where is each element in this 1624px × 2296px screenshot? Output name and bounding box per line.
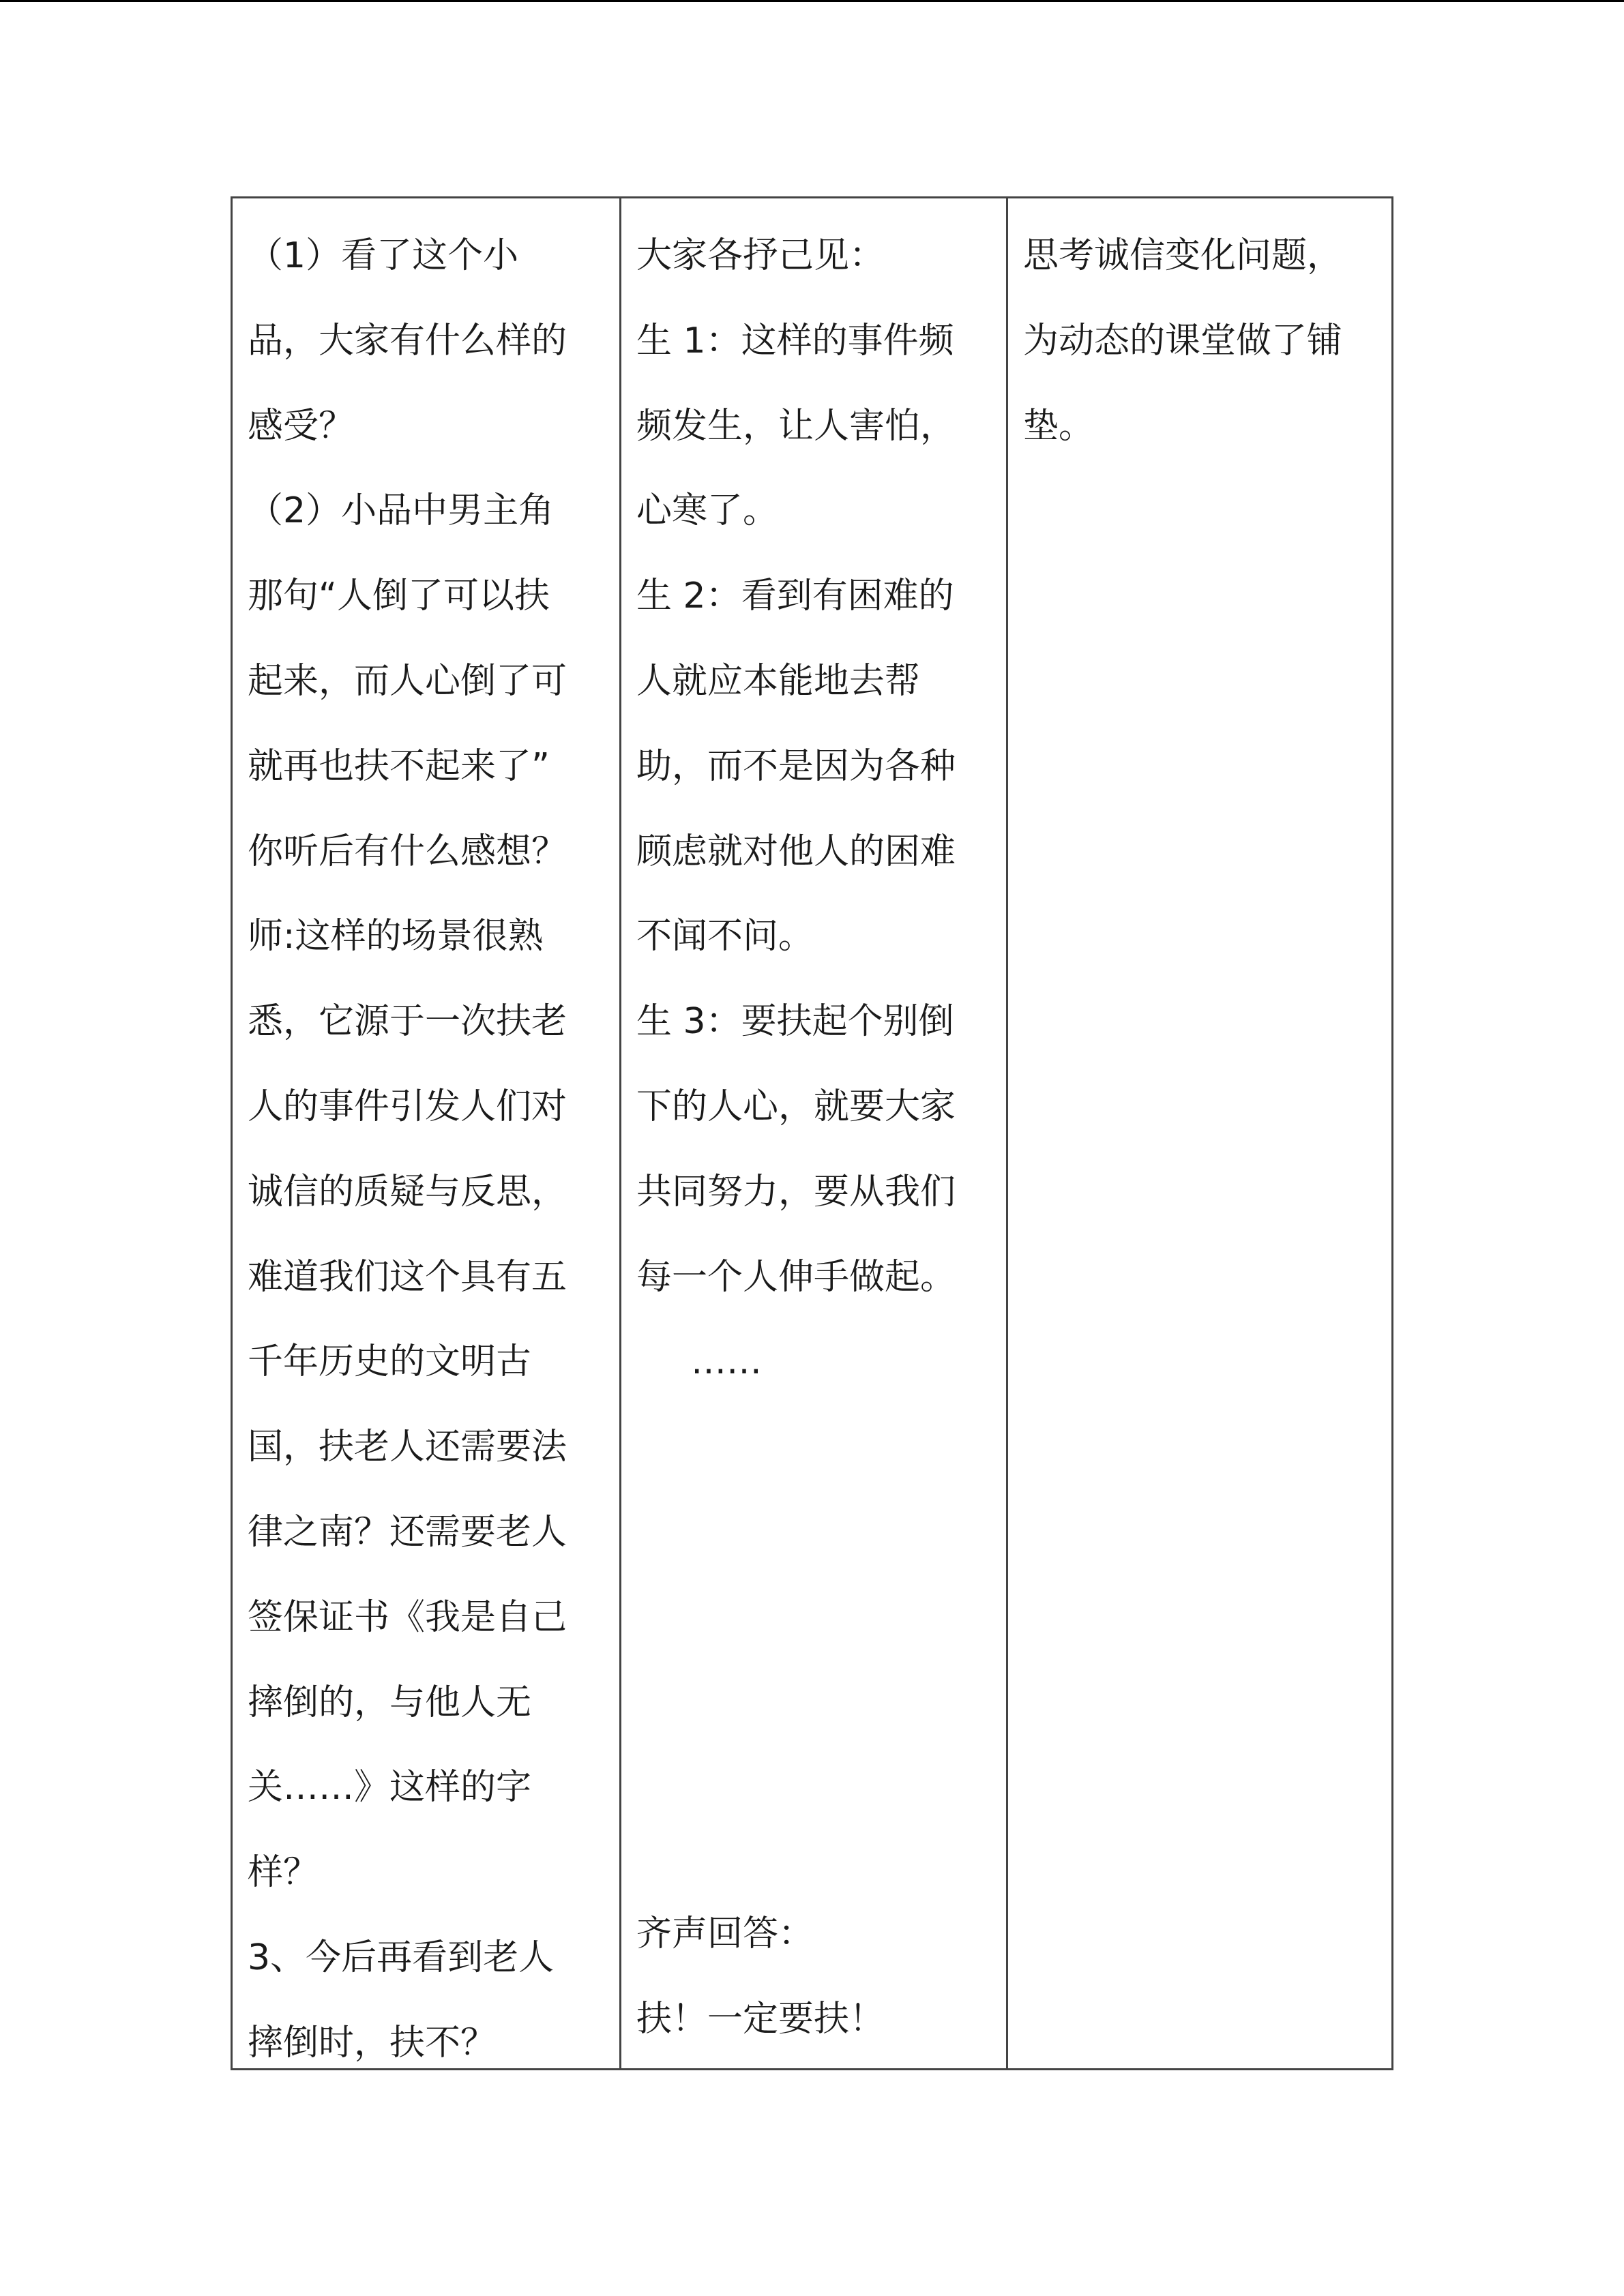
text-line: 下的人心，就要大家 (636, 1086, 956, 1127)
text-line: 悉，它源于一次扶老 (248, 1001, 567, 1043)
text-line: 助，而不是因为各种 (636, 745, 956, 787)
text-line: 摔倒时，扶不？ (248, 2022, 497, 2063)
text-line: 难道我们这个具有五 (248, 1256, 567, 1298)
text-line: 生 1：这样的事件频 (636, 320, 954, 361)
teacher-activity-text (248, 213, 607, 2086)
text-line: 人的事件引发人们对 (248, 1086, 567, 1127)
text-line: 频发生，让人害怕， (636, 405, 956, 447)
design-intent-text (1023, 213, 1379, 468)
text-line: 摔倒的，与他人无 (248, 1682, 532, 1723)
text-line: 就再也扶不起来了” (248, 745, 550, 787)
text-line: （1）看了这个小 (248, 235, 519, 276)
text-line: 每一个人伸手做起。 (636, 1256, 956, 1298)
teacher-activity-column (233, 198, 619, 2068)
text-line: 大家各抒己见： (636, 235, 885, 276)
text-line: 生 2：看到有困难的 (636, 576, 954, 617)
text-line: 起来，而人心倒了可 (248, 660, 567, 702)
text-line: 心寒了。 (636, 490, 778, 532)
ellipsis-text: …… (690, 1341, 762, 1383)
page-top-border (0, 0, 1624, 2)
design-intent-column (1006, 198, 1391, 2068)
text-line: 你听后有什么感想？ (248, 831, 567, 872)
text-line: 样？ (248, 1852, 319, 1894)
text-line: 千年历史的文明古 (248, 1341, 532, 1383)
text-line: 诚信的质疑与反思， (248, 1171, 567, 1212)
text-line: 师:这样的场景很熟 (248, 916, 544, 957)
student-activity-text (636, 213, 994, 1405)
text-line: 人就应本能地去帮 (636, 660, 920, 702)
text-line: 垫。 (1022, 405, 1094, 447)
text-line: 共同努力，要从我们 (636, 1171, 956, 1212)
student-activity-column (619, 198, 1006, 2068)
text-line: 签保证书《我是自己 (248, 1596, 567, 1638)
text-line: 国，扶老人还需要法 (248, 1427, 567, 1468)
text-line: 生 3：要扶起个别倒 (636, 1001, 954, 1043)
text-line: 思考诚信变化问题， (1022, 235, 1342, 276)
text-line: （2）小品中男主角 (248, 490, 555, 532)
text-line: 感受？ (248, 405, 355, 447)
text-line: 扶！一定要扶！ (636, 1998, 885, 2040)
student-answer-block (636, 1892, 885, 2062)
text-line: 品，大家有什么样的 (248, 320, 567, 361)
text-line: 为动态的课堂做了铺 (1022, 320, 1342, 361)
text-line: 齐声回答： (636, 1913, 814, 1954)
text-line: 不闻不问。 (636, 916, 814, 957)
lesson-table (231, 196, 1393, 2070)
text-line: 律之南？还需要老人 (248, 1511, 567, 1553)
text-line: 3、今后再看到老人 (248, 1937, 555, 1978)
text-line: 关……》这样的字 (248, 1767, 532, 1808)
text-line: 那句“人倒了可以扶 (248, 576, 550, 617)
text-line: 顾虑就对他人的困难 (636, 831, 956, 872)
